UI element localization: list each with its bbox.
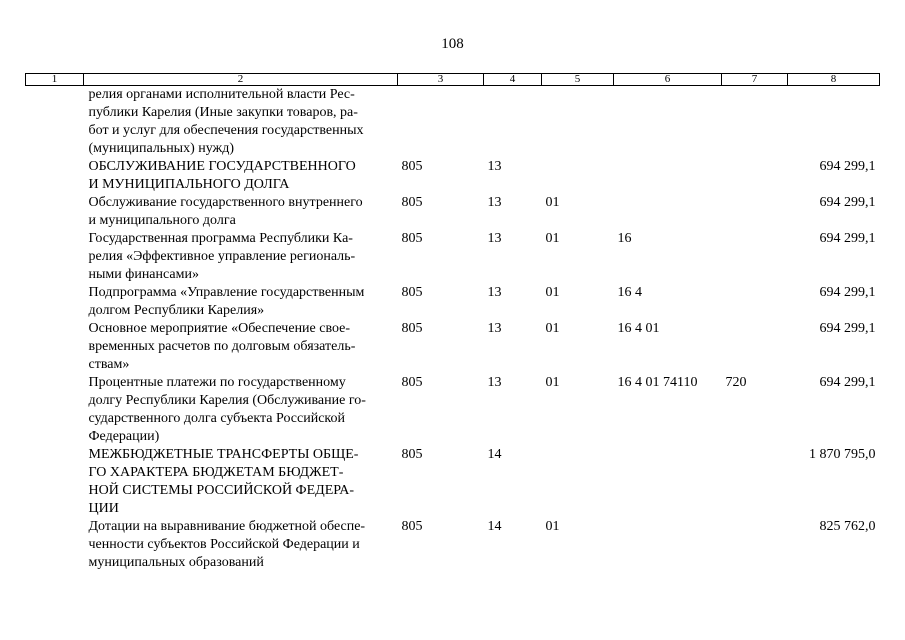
subsection-code: 01 xyxy=(545,285,560,300)
item-name-line: МЕЖБЮДЖЕТНЫЕ ТРАНСФЕРТЫ ОБЩЕ- xyxy=(88,447,359,462)
row-number-cell xyxy=(26,194,84,230)
item-name xyxy=(84,374,398,446)
item-name-line: публики Карелия (Иные закупки товаров, ра- xyxy=(88,105,358,120)
administrator-code: 805 xyxy=(401,195,423,210)
table-row xyxy=(26,284,880,320)
page-number: 108 xyxy=(441,36,464,52)
target-item-code xyxy=(614,446,722,518)
row-number-cell xyxy=(26,86,84,159)
section-code: 13 xyxy=(487,231,502,246)
item-name xyxy=(84,86,398,159)
expense-type-code xyxy=(722,158,788,194)
expense-type-code xyxy=(722,320,788,374)
column-number: 2 xyxy=(84,74,398,86)
amount xyxy=(788,86,880,159)
item-name-line: Государственная программа Республики Ка- xyxy=(88,231,353,246)
item-name xyxy=(84,446,398,518)
column-number: 4 xyxy=(484,74,542,86)
target-item-code: 16 4 xyxy=(617,285,642,300)
column-number: 5 xyxy=(542,74,614,86)
target-item-code: 16 4 01 xyxy=(617,321,660,336)
amount: 694 299,1 xyxy=(819,159,876,174)
item-name-line: ОБСЛУЖИВАНИЕ ГОСУДАРСТВЕННОГО xyxy=(88,159,356,174)
item-name-line: долгом Республики Карелия» xyxy=(88,303,265,318)
row-number-cell xyxy=(26,374,84,446)
table-row xyxy=(26,158,880,194)
column-number: 1 xyxy=(26,74,84,86)
expense-type-code: 720 xyxy=(725,375,747,390)
subsection-code: 01 xyxy=(545,231,560,246)
target-item-code xyxy=(614,518,722,572)
target-item-code xyxy=(614,158,722,194)
item-name-line: долгу Республики Карелия (Обслуживание го- xyxy=(88,393,366,408)
row-number-cell xyxy=(26,518,84,572)
section-code: 14 xyxy=(487,447,502,462)
subsection-code: 01 xyxy=(545,321,560,336)
row-number-cell xyxy=(26,230,84,284)
administrator-code: 805 xyxy=(401,375,423,390)
item-name-line: сударственного долга субъекта Российской xyxy=(88,411,346,426)
table-row xyxy=(26,194,880,230)
table-row xyxy=(26,320,880,374)
item-name-line: релия «Эффективное управление региональ- xyxy=(88,249,356,264)
column-number: 8 xyxy=(788,74,880,86)
table-row xyxy=(26,230,880,284)
section-code xyxy=(484,86,542,159)
administrator-code: 805 xyxy=(401,159,423,174)
expense-type-code xyxy=(722,446,788,518)
administrator-code xyxy=(398,86,484,159)
item-name-line: Федерации) xyxy=(88,429,160,444)
table-row xyxy=(26,86,880,159)
subsection-code xyxy=(542,446,614,518)
table-row xyxy=(26,374,880,446)
item-name-line: ченности субъектов Российской Федерации и xyxy=(88,537,360,552)
subsection-code xyxy=(542,158,614,194)
item-name-line: И МУНИЦИПАЛЬНОГО ДОЛГА xyxy=(88,177,290,192)
administrator-code: 805 xyxy=(401,231,423,246)
item-name xyxy=(84,230,398,284)
amount: 694 299,1 xyxy=(819,285,876,300)
amount: 694 299,1 xyxy=(819,231,876,246)
expense-type-code xyxy=(722,230,788,284)
column-number: 6 xyxy=(614,74,722,86)
item-name-line: ГО ХАРАКТЕРА БЮДЖЕТАМ БЮДЖЕТ- xyxy=(88,465,344,480)
budget-table xyxy=(25,73,880,572)
item-name-line: и муниципального долга xyxy=(88,213,236,228)
section-code: 13 xyxy=(487,321,502,336)
item-name-line: НОЙ СИСТЕМЫ РОССИЙСКОЙ ФЕДЕРА- xyxy=(88,483,355,498)
subsection-code: 01 xyxy=(545,519,560,534)
row-number-cell xyxy=(26,446,84,518)
column-number: 7 xyxy=(722,74,788,86)
administrator-code: 805 xyxy=(401,321,423,336)
subsection-code xyxy=(542,86,614,159)
administrator-code: 805 xyxy=(401,447,423,462)
item-name-line: Основное мероприятие «Обеспечение свое- xyxy=(88,321,351,336)
amount: 1 870 795,0 xyxy=(809,447,876,462)
row-number-cell xyxy=(26,320,84,374)
item-name xyxy=(84,158,398,194)
amount: 825 762,0 xyxy=(819,519,876,534)
expense-type-code xyxy=(722,518,788,572)
item-name-line: ЦИИ xyxy=(88,501,119,516)
item-name xyxy=(84,320,398,374)
section-code: 13 xyxy=(487,195,502,210)
table-row xyxy=(26,518,880,572)
target-item-code: 16 xyxy=(617,231,632,246)
item-name-line: Обслуживание государственного внутреннего xyxy=(88,195,363,210)
item-name-line: временных расчетов по долговым обязатель- xyxy=(88,339,356,354)
item-name xyxy=(84,518,398,572)
target-item-code xyxy=(614,86,722,159)
item-name-line: Подпрограмма «Управление государственным xyxy=(88,285,365,300)
administrator-code: 805 xyxy=(401,519,423,534)
table-row xyxy=(26,446,880,518)
table-body xyxy=(26,86,880,573)
item-name-line: муниципальных образований xyxy=(88,555,264,570)
subsection-code: 01 xyxy=(545,375,560,390)
target-item-code: 16 4 01 74110 xyxy=(617,375,698,390)
column-number: 3 xyxy=(398,74,484,86)
item-name-line: ными финансами» xyxy=(88,267,199,282)
section-code: 13 xyxy=(487,375,502,390)
expense-type-code xyxy=(722,86,788,159)
section-code: 13 xyxy=(487,285,502,300)
item-name-line: ствам» xyxy=(88,357,130,372)
header-row xyxy=(26,74,880,86)
section-code: 13 xyxy=(487,159,502,174)
item-name-line: Дотации на выравнивание бюджетной обеспе- xyxy=(88,519,366,534)
section-code: 14 xyxy=(487,519,502,534)
amount: 694 299,1 xyxy=(819,375,876,390)
item-name-line: бот и услуг для обеспечения государственных xyxy=(88,123,364,138)
expense-type-code xyxy=(722,284,788,320)
item-name-line: Процентные платежи по государственному xyxy=(88,375,346,390)
item-name-line: (муниципальных) нужд) xyxy=(88,141,235,156)
item-name xyxy=(84,194,398,230)
expense-type-code xyxy=(722,194,788,230)
item-name-line: релия органами исполнительной власти Рес- xyxy=(88,87,355,102)
administrator-code: 805 xyxy=(401,285,423,300)
row-number-cell xyxy=(26,284,84,320)
target-item-code xyxy=(614,194,722,230)
subsection-code: 01 xyxy=(545,195,560,210)
column-number-header xyxy=(26,74,880,86)
item-name xyxy=(84,284,398,320)
amount: 694 299,1 xyxy=(819,321,876,336)
amount: 694 299,1 xyxy=(819,195,876,210)
row-number-cell xyxy=(26,158,84,194)
